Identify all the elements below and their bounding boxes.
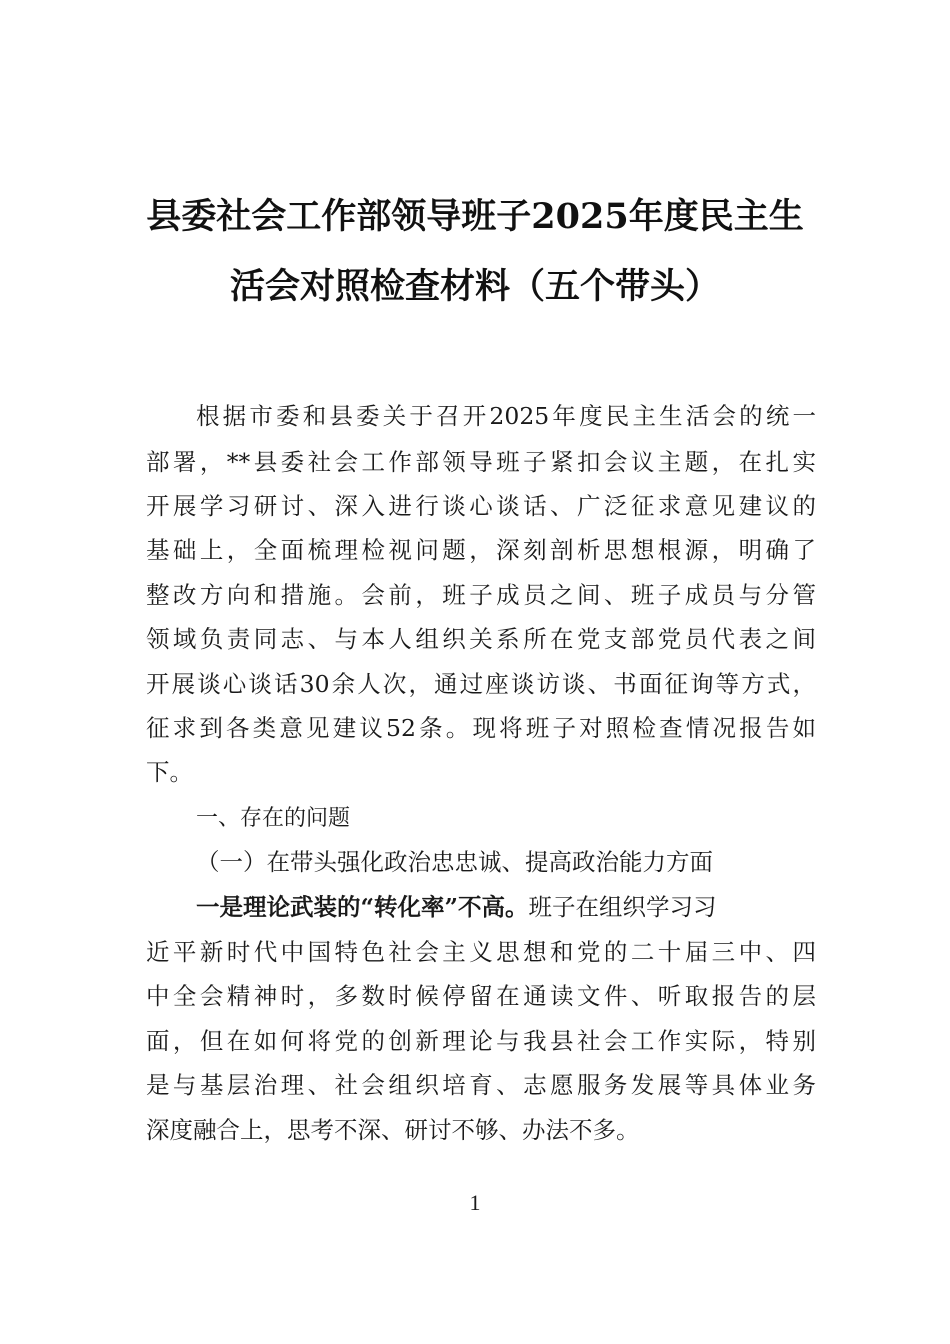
point-1-first-line (196, 885, 816, 929)
point-1-line-4: 面，但在如何将党的创新理论与我县社会工作实际，特别 (146, 1027, 816, 1055)
page-number: 1 (469, 1190, 481, 1215)
section-heading-problems: 一、存在的问题 (196, 806, 351, 831)
intro-line-5: 整改方向和措施。会前，班子成员之间、班子成员与分管 (146, 581, 816, 609)
point-1-line-3: 中全会精神时，多数时候停留在通读文件、听取报告的层 (146, 982, 816, 1010)
subsection-heading-1: （一）在带头强化政治忠忠诚、提高政治能力方面 (196, 848, 713, 876)
intro-line-1: 根据市委和县委关于召开2025年度民主生活会的统一 (196, 402, 816, 430)
point-1-line-6: 深度融合上，思考不深、研讨不够、办法不多。 (146, 1116, 640, 1144)
intro-line-7: 开展谈心谈话30余人次，通过座谈访谈、书面征询等方式， (146, 670, 816, 698)
point-1-bold-heading: 一是理论武装的“转化率”不高。 (196, 893, 529, 921)
point-1-text-start: 班子在组织学习习 (528, 893, 717, 921)
intro-line-6: 领域负责同志、与本人组织关系所在党支部党员代表之间 (146, 625, 816, 653)
document-title-line-2: 活会对照检查材料（五个带头） (229, 266, 720, 307)
intro-line-8: 征求到各类意见建议52条。现将班子对照检查情况报告如 (146, 714, 816, 742)
intro-line-3: 开展学习研讨、深入进行谈心谈话、广泛征求意见建议的 (146, 492, 816, 520)
intro-line-9: 下。 (146, 758, 193, 786)
point-1-line-2: 近平新时代中国特色社会主义思想和党的二十届三中、四 (146, 938, 816, 966)
document-title-line-1: 县委社会工作部领导班子2025年度民主生 (146, 196, 804, 237)
point-1-line-5: 是与基层治理、社会组织培育、志愿服务发展等具体业务 (146, 1071, 816, 1099)
intro-line-4: 基础上，全面梳理检视问题，深刻剖析思想根源，明确了 (146, 536, 816, 564)
intro-line-2: 部署，**县委社会工作部领导班子紧扣会议主题，在扎实 (146, 448, 816, 476)
